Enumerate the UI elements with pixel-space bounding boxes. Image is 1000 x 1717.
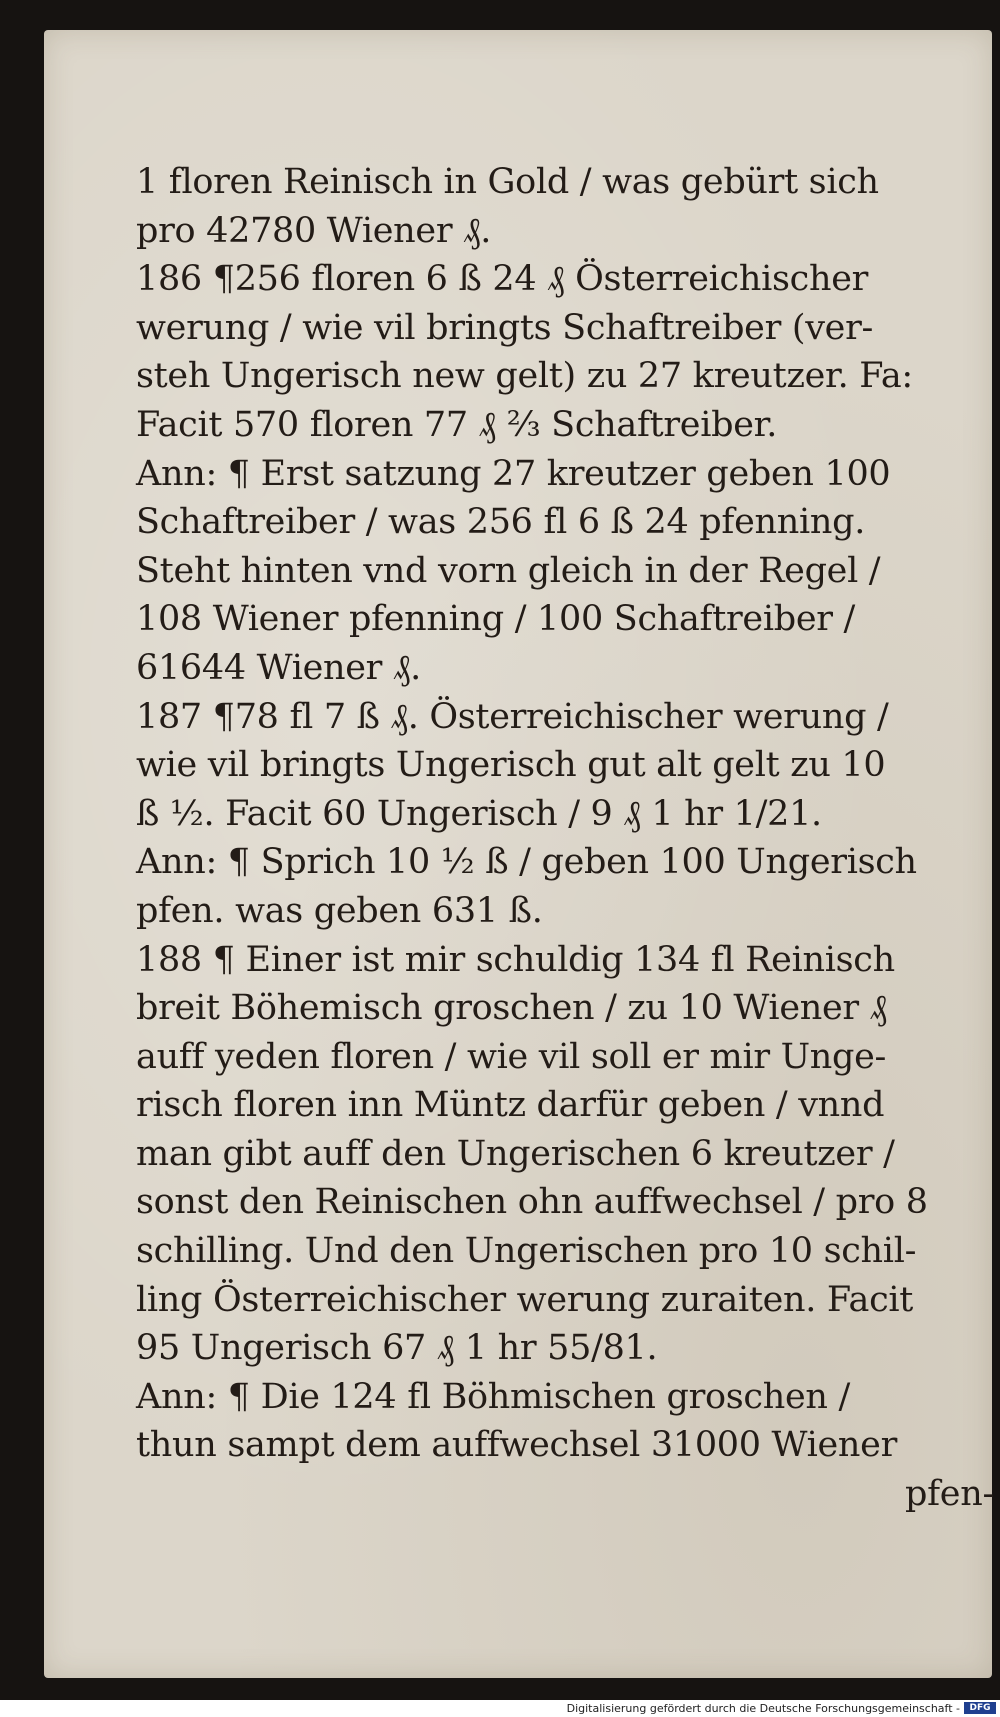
text-line: sonst den Reinischen ohn auffwechsel / pro 8 bbox=[136, 1182, 928, 1223]
text-line: thun sampt dem auffwechsel 31000 Wiener bbox=[136, 1425, 898, 1466]
text-line: pro 42780 Wiener ₰. bbox=[136, 210, 492, 251]
text-line: Ann: ¶ Die 124 fl Böhmischen groschen / bbox=[136, 1376, 850, 1417]
text-line: werung / wie vil bringts Schaftreiber (ver- bbox=[136, 307, 874, 348]
funding-credit: Digitalisierung gefördert durch die Deutsche Forschungsgemeinschaft - bbox=[566, 1702, 960, 1715]
text-line: wie vil bringts Ungerisch gut alt gelt zu 10 bbox=[136, 745, 886, 786]
text-line: 108 Wiener pfenning / 100 Schaftreiber / bbox=[136, 599, 855, 640]
text-line: Ann: ¶ Sprich 10 ½ ß / geben 100 Ungerisch bbox=[136, 842, 917, 883]
text-line: risch floren inn Müntz darfür geben / vnnd bbox=[136, 1085, 885, 1126]
text-line: 95 Ungerisch 67 ₰ 1 hr 55/81. bbox=[136, 1328, 658, 1369]
dfg-logo: DFG bbox=[964, 1702, 996, 1714]
catchword: pfen- bbox=[905, 1474, 994, 1515]
text-line: ß ½. Facit 60 Ungerisch / 9 ₰ 1 hr 1/21. bbox=[136, 793, 822, 834]
text-line: Facit 570 floren 77 ₰ ⅔ Schaftreiber. bbox=[136, 404, 778, 445]
text-line: auff yeden floren / wie vil soll er mir Unge- bbox=[136, 1036, 887, 1077]
text-line: ling Österreichischer werung zuraiten. Facit bbox=[136, 1279, 914, 1320]
text-line: 61644 Wiener ₰. bbox=[136, 647, 421, 688]
text-line: man gibt auff den Ungerischen 6 kreutzer / bbox=[136, 1133, 895, 1174]
page-text bbox=[136, 158, 994, 1519]
text-line: 187 ¶78 fl 7 ß ₰. Österreichischer werung / bbox=[136, 696, 889, 737]
text-line: 188 ¶ Einer ist mir schuldig 134 fl Reinisch bbox=[136, 939, 895, 980]
book-page bbox=[44, 30, 992, 1678]
text-line: Steht hinten vnd vorn gleich in der Regel / bbox=[136, 550, 881, 591]
text-line: Ann: ¶ Erst satzung 27 kreutzer geben 100 bbox=[136, 453, 891, 494]
text-line: 186 ¶256 floren 6 ß 24 ₰ Österreichischer bbox=[136, 259, 869, 300]
text-line: 1 floren Reinisch in Gold / was gebürt sich bbox=[136, 162, 879, 202]
text-line: schilling. Und den Ungerischen pro 10 schil- bbox=[136, 1231, 917, 1272]
digitization-footer bbox=[0, 1700, 1000, 1717]
text-line: Schaftreiber / was 256 fl 6 ß 24 pfenning. bbox=[136, 502, 866, 543]
text-line: pfen. was geben 631 ß. bbox=[136, 890, 543, 931]
text-line: steh Ungerisch new gelt) zu 27 kreutzer. Fa: bbox=[136, 356, 913, 397]
text-line: breit Böhemisch groschen / zu 10 Wiener ₰ bbox=[136, 988, 887, 1029]
